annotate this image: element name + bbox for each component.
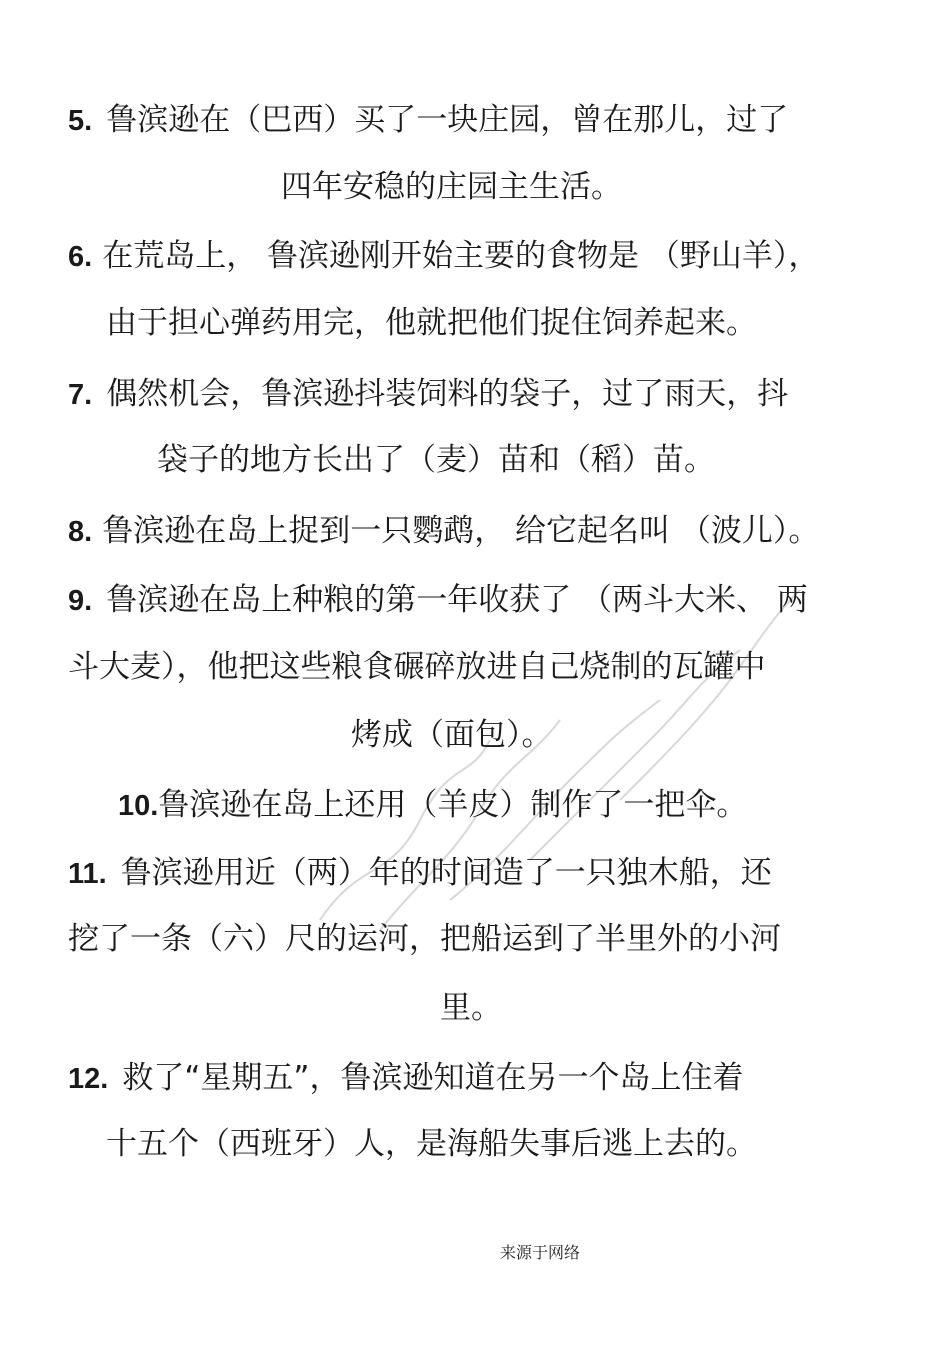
item-9-line-2 xyxy=(68,647,766,687)
item-text: 由于担心弹药用完，他就把他们捉住饲养起来。 xyxy=(106,305,757,341)
item-6-line-2 xyxy=(106,303,757,343)
item-text: 里。 xyxy=(440,990,502,1026)
item-8-line-1: 8. 鲁滨逊在岛上捉到一只鹦鹉， 给它起名叫 （波儿）。 xyxy=(68,513,820,549)
item-5-line-2 xyxy=(281,167,622,207)
item-text: 斗大麦），他把这些粮食碾碎放进自己烧制的瓦罐中 xyxy=(68,649,766,685)
item-number: 7 xyxy=(68,379,85,411)
item-11-line-2 xyxy=(68,919,781,959)
item-text: 在荒岛上， 鲁滨逊刚开始主要的食物是 （野山羊）， xyxy=(102,238,820,274)
item-number: 12 xyxy=(68,1063,101,1095)
item-text: 鲁滨逊在岛上还用（羊皮）制作了一把伞。 xyxy=(158,787,748,823)
item-text: 烤成（面包）。 xyxy=(351,717,553,753)
item-text: 鲁滨逊在岛上种粮的第一年收获了 （两斗大米、 两 xyxy=(106,582,808,618)
item-number: 6 xyxy=(68,241,85,273)
item-text: 鲁滨逊在岛上捉到一只鹦鹉， 给它起名叫 （波儿）。 xyxy=(102,513,820,549)
item-number: 11 xyxy=(68,858,99,890)
item-text: 鲁滨逊在（巴西）买了一块庄园，曾在那儿，过了 xyxy=(106,102,789,138)
item-7-line-1: 7. 偶然机会，鲁滨逊抖装饲料的袋子，过了雨天，抖 xyxy=(68,376,789,412)
item-text: 鲁滨逊用近（两）年的时间造了一只独木船，还 xyxy=(120,855,772,891)
item-text: 四年安稳的庄园主生活。 xyxy=(281,169,622,205)
item-9-line-3 xyxy=(351,715,553,755)
item-text: 十五个（西班牙）人，是海船失事后逃上去的。 xyxy=(106,1126,757,1162)
item-number: 8 xyxy=(68,516,85,548)
footer-source: 来源于网络 xyxy=(500,1243,581,1262)
item-11-line-3 xyxy=(440,988,502,1028)
item-12-line-1: 12. 救了“星期五”，鲁滨逊知道在另一个岛上住着 xyxy=(68,1060,744,1096)
item-text: 救了“星期五”，鲁滨逊知道在另一个岛上住着 xyxy=(122,1060,744,1096)
item-10-line-1 xyxy=(118,785,747,826)
item-9-line-1: 9. 鲁滨逊在岛上种粮的第一年收获了 （两斗大米、 两 xyxy=(68,582,808,618)
item-number: 5 xyxy=(68,105,85,137)
item-7-line-2 xyxy=(157,440,715,480)
item-6-line-1: 6. 在荒岛上， 鲁滨逊刚开始主要的食物是 （野山羊）， xyxy=(68,238,820,274)
item-text: 偶然机会，鲁滨逊抖装饲料的袋子，过了雨天，抖 xyxy=(106,376,789,412)
item-5-line-1: 5. 鲁滨逊在（巴西）买了一块庄园，曾在那儿，过了 xyxy=(68,102,789,138)
item-text: 袋子的地方长出了（麦）苗和（稻）苗。 xyxy=(157,442,715,478)
item-12-line-2 xyxy=(106,1124,757,1164)
item-text: 挖了一条（六）尺的运河，把船运到了半里外的小河 xyxy=(68,921,781,957)
item-number: 9 xyxy=(68,585,85,617)
item-number: 10. xyxy=(118,790,159,822)
item-11-line-1: 11. 鲁滨逊用近（两）年的时间造了一只独木船，还 xyxy=(68,855,772,891)
